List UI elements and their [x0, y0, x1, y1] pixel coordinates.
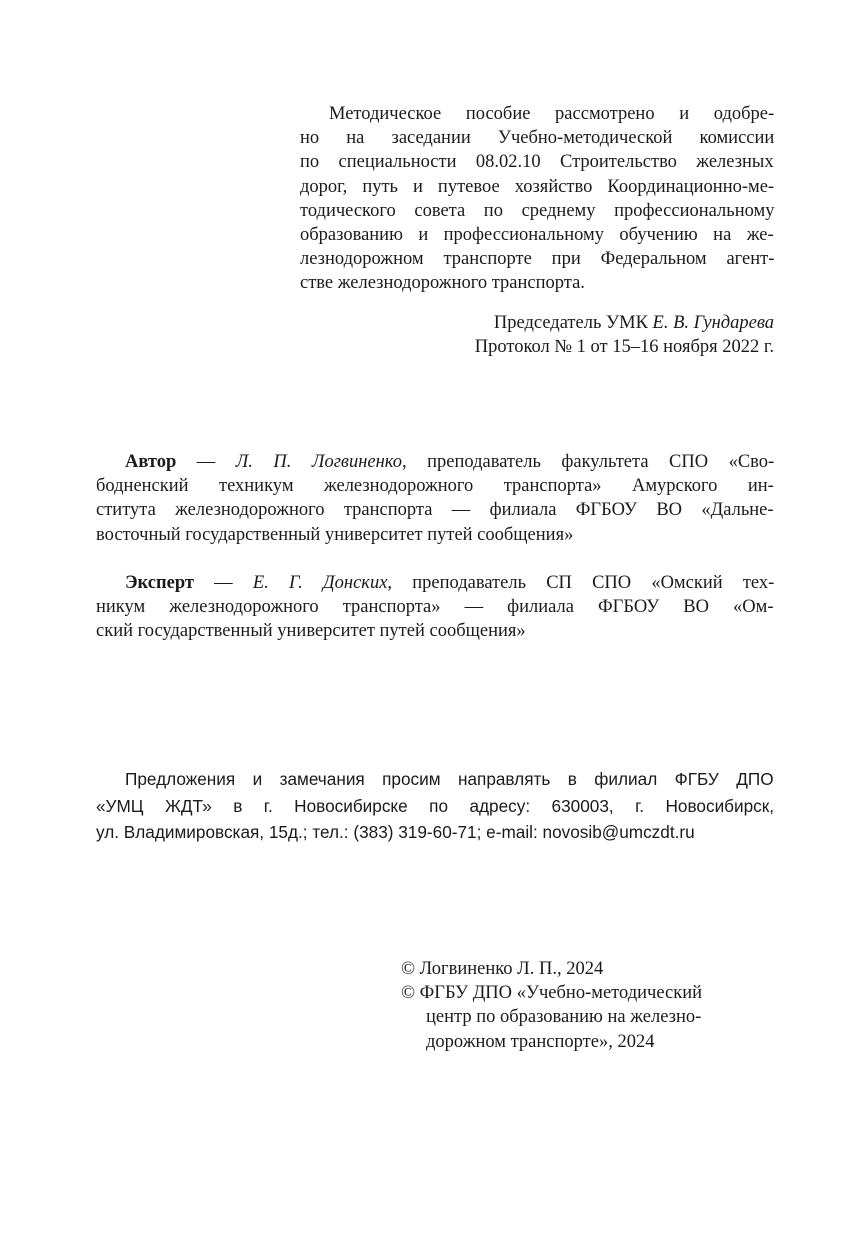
dash: — — [193, 573, 253, 593]
author-text: бодненский техникум железнодорожного транспорта» Амурского ин- — [96, 476, 774, 497]
feedback-text: Предложения и замечания просим направлять в филиал ФГБУ ДПО — [125, 769, 774, 789]
feedback-text: «УМЦ ЖДТ» в г. Новосибирске по адресу: 630003, г. Новосибирск, — [96, 795, 775, 816]
approval-text: но на заседании Учебно-методической комиссии — [300, 128, 775, 149]
feedback-line — [96, 793, 774, 820]
approval-text: лезнодорожном транспорте при Федеральном агент- — [300, 249, 775, 270]
protocol-line: Протокол № 1 от 15–16 ноября 2022 г. — [474, 337, 774, 358]
approval-text: по специальности 08.02.10 Строительство железных — [300, 152, 774, 173]
expert-credit — [96, 571, 774, 644]
expert-line — [96, 619, 774, 643]
copyright-block — [401, 957, 775, 1054]
approval-signers — [475, 311, 774, 359]
approval-line — [300, 199, 774, 223]
author-line — [96, 498, 774, 522]
approval-line — [300, 126, 774, 150]
approval-text: Методическое пособие рассмотрено и одобре- — [329, 104, 775, 124]
approval-text: образованию и профессиональному обучению на же- — [300, 225, 774, 246]
approval-line — [300, 175, 774, 199]
expert-name: Е. Г. Донских — [252, 573, 388, 593]
feedback-notice — [96, 766, 774, 846]
expert-text: , преподаватель СП СПО «Омский тех- — [387, 573, 775, 593]
author-text: ститута железнодорожного транспорта — филиала ФГБОУ ВО «Дальне- — [96, 500, 774, 521]
approval-line — [300, 150, 774, 174]
author-role: Автор — [125, 452, 177, 472]
expert-line — [96, 571, 774, 595]
author-line — [96, 523, 774, 547]
author-text: восточный государственный университет путей сообщения» — [96, 524, 574, 545]
expert-line — [96, 595, 774, 619]
approval-line — [300, 247, 774, 271]
author-text: , преподаватель факультета СПО «Сво- — [401, 452, 775, 472]
approval-line — [300, 102, 774, 126]
feedback-line — [96, 819, 774, 846]
copyright-publisher-cont: центр по образованию на железно- — [426, 1007, 702, 1028]
expert-text: ский государственный университет путей сообщения» — [96, 621, 526, 642]
copyright-publisher: © ФГБУ ДПО «Учебно-методический — [401, 983, 703, 1004]
feedback-line — [96, 766, 774, 793]
approval-notice — [300, 102, 774, 296]
author-line — [96, 450, 774, 474]
copyright-author: © Логвиненко Л. П., 2024 — [401, 959, 604, 979]
approval-text: дорог, путь и путевое хозяйство Координационно-ме- — [300, 176, 775, 197]
chair-label: Председатель УМК — [493, 313, 653, 333]
copyright-publisher-cont: дорожном транспорте», 2024 — [426, 1031, 655, 1052]
dash: — — [176, 452, 236, 472]
expert-text: никум железнодорожного транспорта» — филиала ФГБОУ ВО «Ом- — [96, 597, 774, 618]
chair-line — [475, 311, 774, 335]
expert-role: Эксперт — [125, 573, 194, 593]
approval-text: тодического совета по среднему профессиональному — [300, 200, 775, 221]
approval-line — [300, 223, 774, 247]
feedback-text: ул. Владимировская, 15д.; тел.: (383) 319-60-71; e-mail: novosib@umczdt.ru — [96, 822, 695, 842]
approval-line — [300, 271, 774, 295]
author-name: Л. П. Логвиненко — [235, 452, 402, 472]
chair-name: Е. В. Гундарева — [652, 313, 774, 333]
approval-text: стве железнодорожного транспорта. — [300, 273, 585, 294]
author-credit — [96, 450, 774, 547]
author-line — [96, 474, 774, 498]
